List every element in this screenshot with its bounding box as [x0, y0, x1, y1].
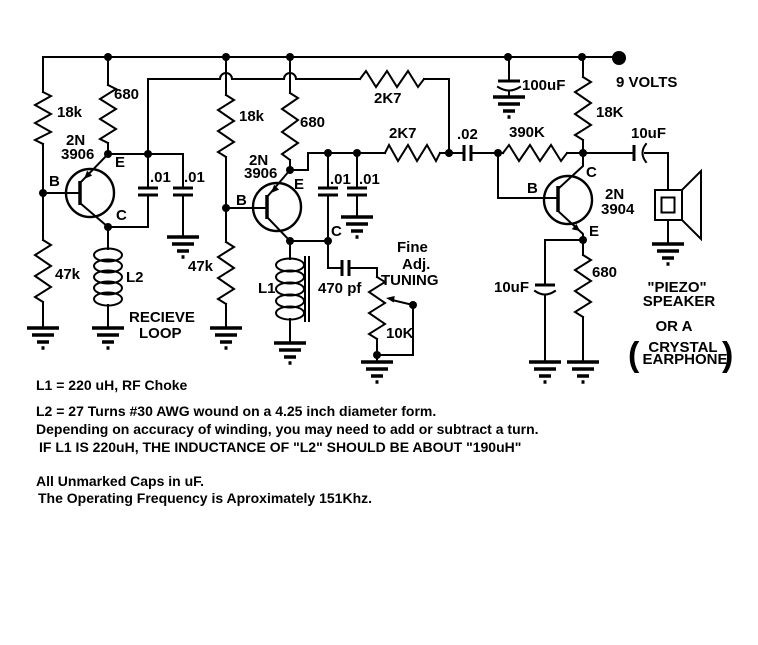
speaker-caption: "PIEZO" — [647, 279, 707, 296]
pnp-emitter-arrow — [271, 185, 279, 193]
transistor-part-label: 3906 — [244, 165, 278, 182]
battery-terminal-dot — [612, 51, 626, 65]
wire-emitter2-node — [290, 153, 385, 170]
ground-symbol — [274, 343, 306, 363]
resistor-390k — [503, 124, 632, 161]
emitter-label: E — [115, 154, 126, 171]
capacitor-label: 100uF — [522, 77, 566, 94]
capacitor-label: 470 pf — [318, 280, 362, 297]
paren-open: ( — [628, 336, 640, 374]
capacitor-01-d — [341, 149, 380, 237]
transistor-part-label: 3906 — [61, 146, 95, 163]
piezo-speaker — [628, 171, 733, 374]
transistor-q2-2n3906 — [222, 152, 342, 245]
note-line: IF L1 IS 220uH, THE INDUCTANCE OF "L2" SHOULD BE ABOUT "190uH" — [39, 439, 522, 455]
resistor-label: 47k — [55, 266, 81, 283]
collector-label: C — [331, 223, 342, 240]
base-label: B — [49, 173, 60, 190]
wire-emitter3-node — [545, 240, 583, 285]
potentiometer-10k-tuning — [361, 239, 439, 382]
resistor-label: 680 — [592, 264, 618, 281]
capacitor-label: .01 — [359, 171, 380, 188]
capacitor-label: .02 — [457, 126, 478, 143]
collector-label: C — [116, 207, 127, 224]
resistor-label: 680 — [114, 86, 140, 103]
capacitor-label: .01 — [184, 169, 205, 186]
notes-block — [36, 377, 539, 506]
transistor-part-label: 2N — [249, 152, 269, 169]
speaker-caption: OR A — [655, 318, 693, 335]
capacitor-10uf-bypass — [494, 279, 561, 382]
resistor-680-stage1 — [100, 57, 139, 154]
note-line: L1 = 220 uH, RF Choke — [36, 377, 188, 393]
speaker-caption: SPEAKER — [642, 293, 716, 310]
inductor-label: L2 — [126, 269, 144, 286]
resistor-label: 10K — [386, 325, 414, 342]
ground-symbol — [529, 362, 561, 382]
base-label: B — [236, 192, 247, 209]
resistor-47k-stage2 — [188, 208, 242, 348]
wiper-arrow — [386, 296, 395, 303]
resistor-label: 680 — [300, 114, 326, 131]
base-label: B — [527, 180, 538, 197]
resistor-label: 2K7 — [374, 90, 402, 107]
resistor-label: 2K7 — [389, 125, 417, 142]
ground-symbol — [493, 97, 525, 117]
resistor-label: 390K — [509, 124, 545, 141]
transistor-q1-2n3906 — [39, 132, 127, 231]
collector-label: C — [586, 164, 597, 181]
ground-symbol — [567, 362, 599, 382]
resistor-47k-stage1 — [27, 193, 81, 348]
ground-symbol — [167, 237, 199, 257]
resistor-label: 18k — [57, 104, 83, 121]
ground-symbol — [652, 244, 684, 264]
capacitor-label: .01 — [150, 169, 171, 186]
capacitor-100uf — [493, 57, 565, 117]
note-line: All Unmarked Caps in uF. — [36, 473, 205, 489]
resistor-label: 47k — [188, 258, 214, 275]
emitter-label: E — [589, 223, 600, 240]
inductor-label: L1 — [258, 280, 276, 297]
tuning-caption: Adj. — [402, 256, 431, 273]
resistor-680-stage3 — [567, 240, 617, 382]
resistor-2k7-mid — [385, 125, 440, 161]
transistor-part-label: 3904 — [601, 201, 635, 218]
speaker-caption: EARPHONE — [642, 351, 728, 368]
supply-voltage-label: 9 VOLTS — [616, 74, 678, 91]
tuning-caption: TUNING — [381, 272, 439, 289]
transistor-part-label: 2N — [605, 186, 625, 203]
capacitor-470pf — [318, 241, 377, 297]
emitter-label: E — [294, 176, 305, 193]
capacitor-label: 10uF — [631, 125, 667, 142]
receive-loop-caption: LOOP — [139, 325, 182, 342]
resistor-label: 18K — [596, 104, 624, 121]
paren-close: ) — [722, 336, 734, 374]
receive-loop-caption: RECIEVE — [129, 309, 195, 326]
speaker-caption: CRYSTAL — [648, 339, 718, 356]
ground-symbol — [92, 328, 124, 348]
ground-symbol — [341, 217, 373, 237]
note-line: The Operating Frequency is Aproximately 151Khz. — [38, 490, 373, 506]
resistor-label: 18k — [239, 108, 265, 125]
transistor-part-label: 2N — [66, 132, 86, 149]
capacitor-label: 10uF — [494, 279, 530, 296]
ground-symbol — [27, 328, 59, 348]
capacitor-label: .01 — [330, 171, 351, 188]
capacitor-10uf-output — [631, 125, 668, 190]
note-line: L2 = 27 Turns #30 AWG wound on a 4.25 inch diameter form. — [36, 403, 437, 419]
resistor-18k-stage3 — [575, 57, 624, 153]
inductor-l1-rf-choke — [258, 241, 328, 363]
tuning-caption: Fine — [397, 239, 428, 256]
ground-symbol — [361, 362, 393, 382]
ground-symbol — [210, 328, 242, 348]
note-line: Depending on accuracy of winding, you may need to add or subtract a turn. — [36, 421, 539, 437]
transistor-q3-2n3904 — [498, 149, 635, 244]
